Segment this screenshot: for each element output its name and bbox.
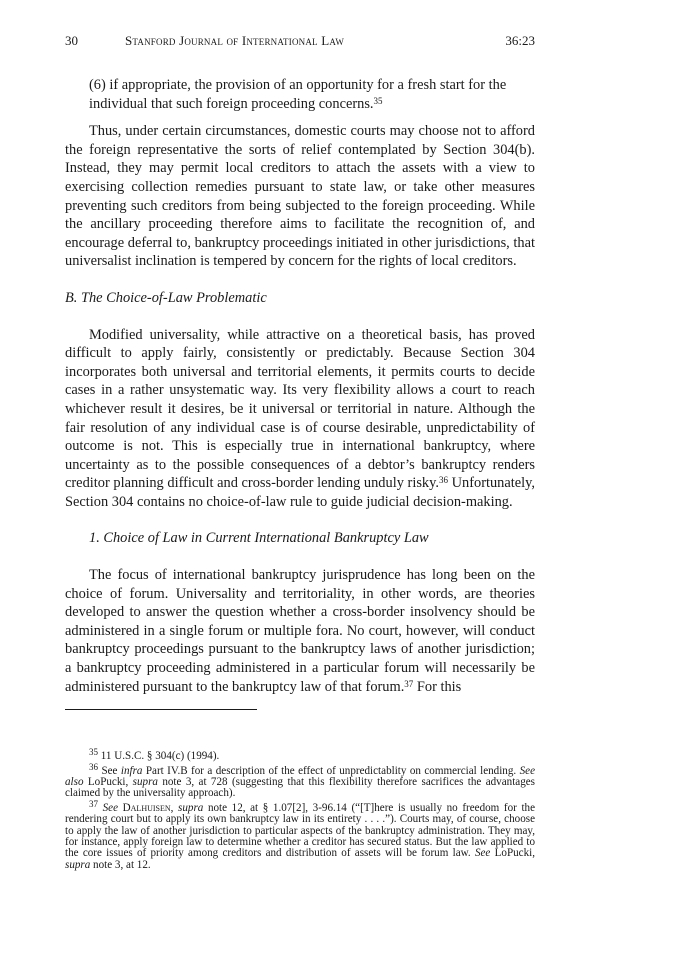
paragraph-modified-universality-text: Modified universality, while attractive on a theoretical basis, has proved difficult to apply fairly, consistently or predictably. Because Section 304 incorporates both universal and territorial elements, it permits courts to decide cases in a rather unsystematic way. Its very flexibility allows a court to reach whichever result it desires, be it universal or territorial in nature. Although the fair resolution of any individual case is of course desirable, unpredictability of outcome is not. This is especially true in international bankruptcy, where uncertainty as to the possible consequences of a debtor’s bankruptcy renders creditor planning difficult and cross-border lending unduly risky. [65, 326, 535, 492]
footnote-37-text-b: note 3, at 12. [90, 858, 151, 871]
page-number: 30 [65, 33, 78, 48]
article-body [65, 76, 535, 696]
footnote-36-text-b: note 3, at 728 (suggesting that this flexibility therefore sacrifices the advantages claimed by the universality approach). [65, 776, 535, 800]
footnote-37-signal: See [102, 801, 119, 814]
footnote-37-author-2: LoPucki, [490, 847, 535, 860]
statute-quote-text: (6) if appropriate, the provision of an opportunity for a fresh start for the individual that such foreign proceeding concerns. [89, 77, 507, 112]
footnote-36-author: LoPucki, [83, 776, 133, 789]
subsection-heading-1: 1. Choice of Law in Current International Bankruptcy Law [89, 530, 429, 547]
footnote-separator [65, 709, 257, 710]
footnote-36 [65, 761, 536, 800]
paragraph-choice-of-forum-text: The focus of international bankruptcy jurisprudence has long been on the choice of forum. Universality and territoriality, in other words, are theories developed to answer the question whether a cross-border insolvency should be administered in a single forum or multiple fora. No court, however, will conduct bankruptcy proceedings pursuant to the bankruptcy laws of another jurisdiction; a bankruptcy proceeding administered in a particular forum will necessarily be administered pursuant to the bankruptcy law of that forum. [65, 567, 535, 695]
footnote-36-supra: supra [132, 776, 158, 789]
journal-page [65, 30, 535, 940]
footnote-number-36: 36 [89, 761, 98, 772]
paragraph-relief-limits: Thus, under certain circumstances, domestic courts may choose not to afford the foreign representative the sorts of relief contemplated by Section 304(b). Instead, they may permit local creditors to attach the assets with a view to exercising collection remedies pursuant to state law, or take other measures preventing such creditors from being subjected to the foreign proceeding. While the ancillary proceeding therefore aims to facilitate the recognition of, and encourage deferral to, bankruptcy proceedings initiated in other jurisdictions, that universalist inclination is tempered by concern for the rights of local creditors. [65, 123, 535, 270]
footnote-36-infra: infra [120, 764, 143, 777]
footnote-37 [65, 798, 536, 871]
section-heading-b: B. The Choice-of-Law Problematic [65, 289, 267, 306]
footnote-number-35: 35 [89, 747, 98, 758]
footnote-35 [65, 747, 535, 763]
paragraph-modified-universality [65, 326, 535, 512]
footnote-36-text-a: Part IV.B for a description of the effect of unpredictablity on commercial lending. [142, 764, 520, 777]
footnote-ref-36[interactable]: 36 [438, 475, 448, 486]
footnote-ref-37[interactable]: 37 [404, 678, 414, 689]
statute-quote-item [65, 76, 535, 113]
footnote-number-37: 37 [89, 798, 98, 809]
footnote-37-text-a: note 12, at § 1.07[2], 3-96.14 (“[T]here is usually no freedom for the rendering court but to apply its own bankruptcy law in its entirety . . . .”). Courts may, of course, choose to apply the law of another jurisdiction to particular aspects of the bankruptcy administration. They may, for instance, apply foreign law to determine whether a creditor has secured status. But the law applied to the core issues of priority among creditors and distribution of assets will be forum law. [65, 801, 536, 860]
footnote-37-supra-2: supra [65, 858, 91, 871]
volume-issue: 36:23 [505, 33, 535, 48]
footnote-37-author: Dalhuisen [118, 801, 171, 814]
journal-title: Stanford Journal of International Law [125, 33, 345, 48]
footnote-ref-35[interactable]: 35 [373, 95, 383, 106]
footnote-37-comma: , [170, 801, 179, 814]
paragraph-choice-of-forum-tail: For this [413, 678, 462, 695]
footnote-36-see-also: See also [65, 764, 536, 789]
running-head [65, 30, 535, 52]
footnotes [65, 747, 536, 871]
paragraph-modified-universality-tail: Unfortunately, Section 304 contains no choice-of-law rule to guide judicial decision-making. [65, 475, 536, 510]
footnote-36-signal: See [101, 764, 121, 777]
paragraph-choice-of-forum [65, 566, 535, 696]
footnote-37-supra: supra [178, 801, 204, 814]
footnote-35-text: 11 U.S.C. § 304(c) (1994). [100, 750, 220, 763]
footnote-37-see: See [474, 847, 491, 860]
